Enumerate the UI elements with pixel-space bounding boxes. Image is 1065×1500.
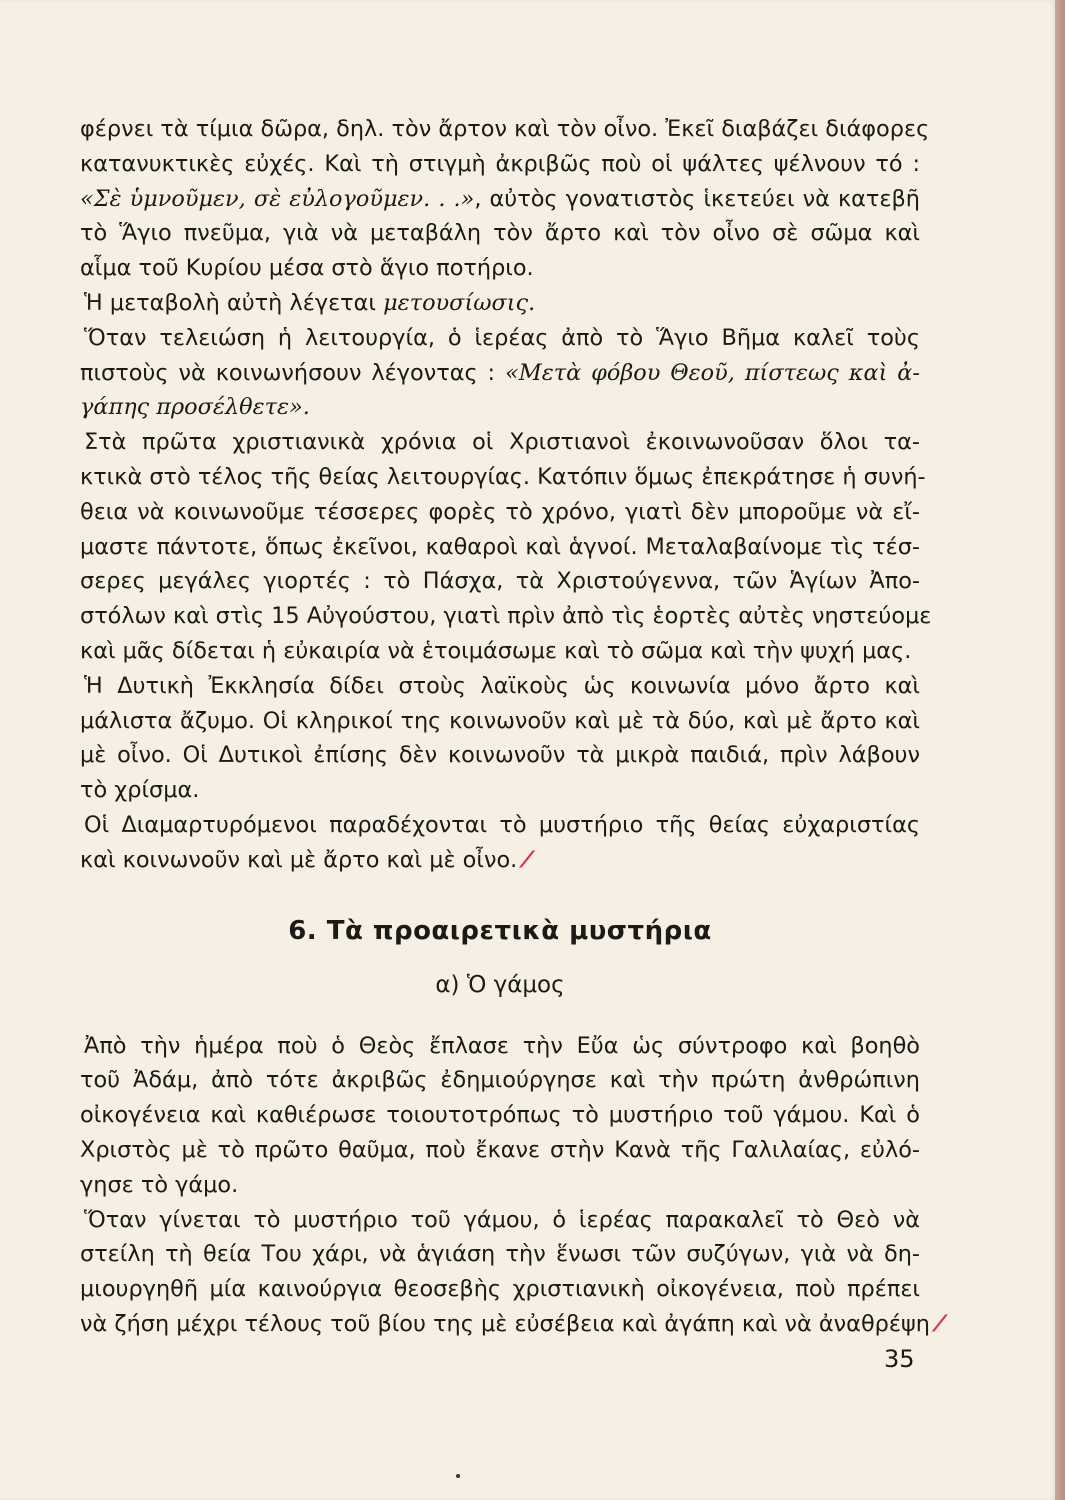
text-line: οἰκογένεια καὶ καθιέρωσε τοιουτοτρόπως τὸ μυστήριο τοῦ γάμου. Καὶ ὁ: [80, 1102, 920, 1129]
text-line: τὸ Ἅγιο πνεῦμα, γιὰ νὰ μεταβάλη τὸν ἄρτο καὶ τὸν οἶνο σὲ σῶμα καὶ: [80, 220, 920, 247]
text-line: Στὰ πρῶτα χριστιανικὰ χρόνια οἱ Χριστιανοὶ ἐκοινωνοῦσαν ὅλοι τα-: [84, 429, 920, 456]
italic-phrase: «Μετὰ φόβου Θεοῦ, πίστεως καὶ ἀ-: [505, 359, 920, 386]
text-line: τὸ χρίσμα.: [80, 777, 200, 804]
text-line: Οἱ Διαμαρτυρόμενοι παραδέχονται τὸ μυστήριο τῆς θείας εὐχαριστίας: [84, 811, 920, 838]
text-line: σερες μεγάλες γιορτές : τὸ Πάσχα, τὰ Χριστούγεννα, τῶν Ἁγίων Ἀπο-: [80, 568, 920, 595]
text-line: στείλη τὴ θεία Του χάρι, νὰ ἁγιάση τὴν ἕνωσι τῶν συζύγων, γιὰ νὰ δη-: [80, 1241, 920, 1268]
section-heading: 6. Τὰ προαιρετικὰ μυστήρια: [288, 915, 712, 946]
text-line: στόλων καὶ στὶς 15 Αὐγούστου, γιατὶ πρὶν ἀπὸ τὶς ἑορτὲς αὐτὲς νηστεύομε: [80, 603, 932, 630]
text-line: νὰ ζήση μέχρι τέλους τοῦ βίου της μὲ εὐσέβεια καὶ ἀγάπη καὶ νὰ ἀναθρέψη: [80, 1310, 930, 1337]
paragraph-offertory: [80, 112, 930, 286]
text-line-with-mark: [80, 843, 920, 878]
text-line: γάπης προσέλθετε».: [80, 394, 310, 421]
text-line: φέρνει τὰ τίμια δῶρα, δηλ. τὸν ἄρτον καὶ τὸν οἶνο. Ἐκεῖ διαβάζει διάφορες: [80, 116, 930, 142]
paragraph-early-christians: [80, 425, 932, 669]
text-line: Ἡ μεταβολὴ αὐτὴ λέγεται μετουσίωσις.: [84, 289, 536, 316]
text-line: αἷμα τοῦ Κυρίου μέσα στὸ ἅγιο ποτήριο.: [80, 255, 534, 282]
text-line: πιστοὺς νὰ κοινωνήσουν λέγοντας : «Μετὰ φόβου Θεοῦ, πίστεως καὶ ἀ-: [80, 359, 920, 386]
subsection-heading: α) Ὁ γάμος: [435, 971, 565, 998]
text-line: καὶ μᾶς δίδεται ἡ εὐκαιρία νὰ ἑτοιμάσωμε καὶ τὸ σῶμα καὶ τὴν ψυχή μας.: [80, 637, 912, 664]
paper-speck: [456, 1474, 460, 1478]
paragraph-protestants: [80, 808, 920, 878]
italic-phrase: μετουσίωσις.: [383, 289, 536, 316]
text-line: Ἡ Δυτικὴ Ἐκκλησία δίδει στοὺς λαϊκοὺς ὡς κοινωνία μόνο ἄρτο καὶ: [84, 672, 920, 699]
paragraph-western-church: [80, 669, 920, 808]
text-line: θεια νὰ κοινωνοῦμε τέσσερες φορὲς τὸ χρόνο, γιατὶ δὲν μποροῦμε νὰ εἴ-: [80, 498, 920, 525]
pencil-check-mark-icon: ⁄: [937, 1310, 942, 1337]
text-line-with-mark: [80, 1307, 942, 1342]
text-line: κατανυκτικὲς εὐχές. Καὶ τὴ στιγμὴ ἀκριβῶς ποὺ οἱ ψάλτες ψέλνουν τό :: [80, 150, 920, 177]
paragraph-marriage-sacrament: [80, 1203, 942, 1342]
text-line: Ὅταν τελειώση ἡ λειτουργία, ὁ ἱερέας ἀπὸ τὸ Ἅγιο Βῆμα καλεῖ τοὺς: [84, 324, 920, 351]
text-line: μαστε πάντοτε, ὅπως ἐκεῖνοι, καθαροὶ καὶ ἁγνοί. Μεταλαβαίνομε τὶς τέσ-: [80, 533, 920, 560]
text-line: κτικὰ στὸ τέλος τῆς θείας λειτουργίας. Κατόπιν ὅμως ἐπεκράτησε ἡ συνή-: [80, 463, 926, 490]
paragraph-transubstantiation: [80, 286, 920, 321]
page-edge: [1055, 0, 1065, 1500]
text-line: Ὅταν γίνεται τὸ μυστήριο τοῦ γάμου, ὁ ἱερέας παρακαλεῖ τὸ Θεὸ νὰ: [84, 1206, 920, 1233]
text-line: «Σὲ ὑμνοῦμεν, σὲ εὐλογοῦμεν. . .», αὐτὸς γονατιστὸς ἱκετεύει νὰ κατεβῆ: [80, 185, 920, 212]
italic-phrase: «Σὲ ὑμνοῦμεν, σὲ εὐλογοῦμεν. . .»: [80, 185, 475, 212]
page-text: [80, 112, 942, 1342]
text-line: μὲ οἶνο. Οἱ Δυτικοὶ ἐπίσης δὲν κοινωνοῦν τὰ μικρὰ παιδιά, πρὶν λάβουν: [80, 742, 920, 769]
paragraph-invitation: [80, 321, 920, 425]
text-line: Ἀπὸ τὴν ἡμέρα ποὺ ὁ Θεὸς ἔπλασε τὴν Εὔα ὡς σύντροφο καὶ βοηθὸ: [84, 1032, 920, 1059]
pencil-check-mark-icon: ⁄: [525, 846, 530, 873]
text-line: καὶ κοινωνοῦν καὶ μὲ ἄρτο καὶ μὲ οἶνο.: [80, 846, 518, 873]
paragraph-marriage-origin: [80, 1029, 920, 1203]
text-line: Χριστὸς μὲ τὸ πρῶτο θαῦμα, ποὺ ἔκανε στὴν Κανὰ τῆς Γαλιλαίας, εὐλό-: [80, 1136, 920, 1163]
text-line: μάλιστα ἄζυμο. Οἱ κληρικοί της κοινωνοῦν καὶ μὲ τὰ δύο, καὶ μὲ ἄρτο καὶ: [80, 707, 920, 734]
page-number: 35: [884, 1345, 915, 1373]
text-line: μιουργηθῆ μία καινούργια θεοσεβὴς χριστιανικὴ οἰκογένεια, ποὺ πρέπει: [80, 1276, 920, 1303]
text-line: γησε τὸ γάμο.: [80, 1171, 239, 1198]
text-line: τοῦ Ἀδάμ, ἀπὸ τότε ἀκριβῶς ἐδημιούργησε καὶ τὴν πρώτη ἀνθρώπινη: [80, 1067, 920, 1094]
